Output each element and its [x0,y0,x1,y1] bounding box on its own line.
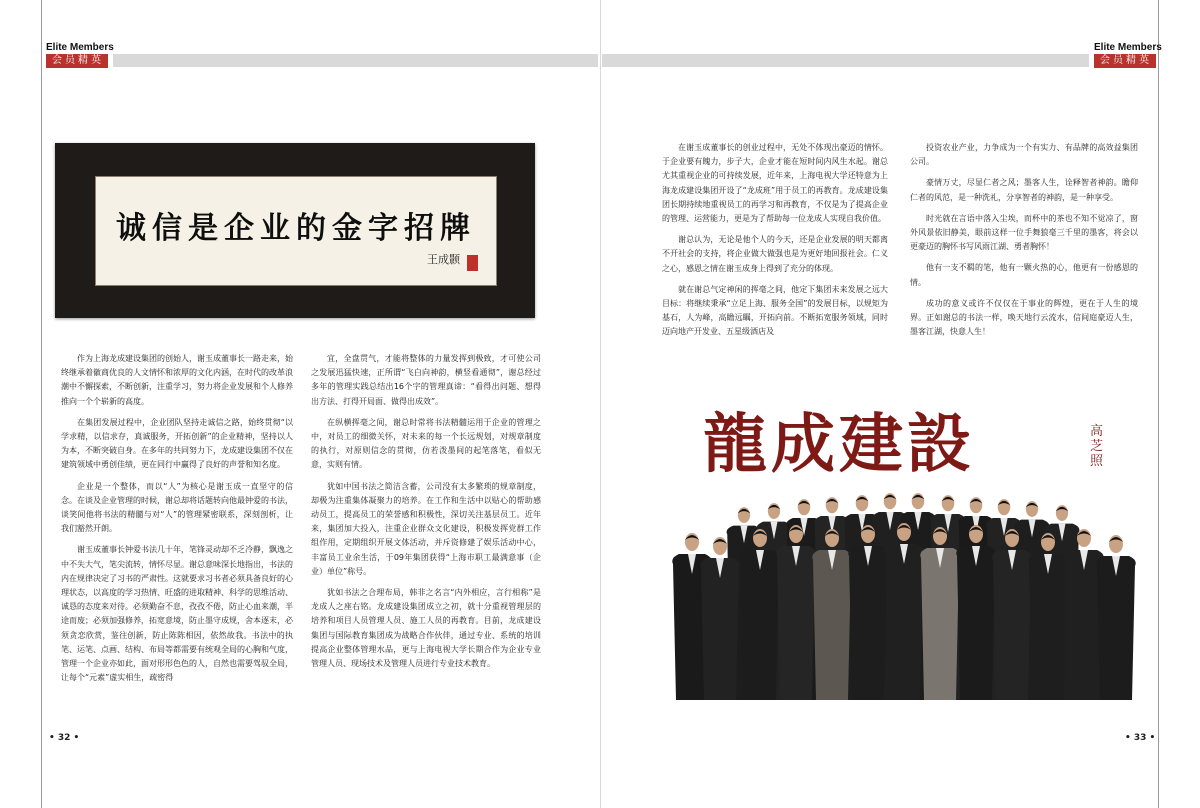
person-figure [776,525,816,700]
section-title-cn-right: 会员精英 [1094,54,1156,68]
left-header-band [113,54,598,67]
paragraph: 犹如中国书法之简洁含蓄，公司没有太多繁琐的规章制度，却极为注重集体凝聚力的培养。在工作和生活中以贴心的帮助感动员工，提高员工的荣誉感和积极性，深切关注基层员工。近年来，集团加大投入，注重企业群众文化建设，积极发挥党群工作组作用，定期组织开展文体活动，并斥资修建了娱乐活动中心，丰富员工业余生活，于09年集团获得“上海市职工最满意事（企业）单位”称号。 [311,481,541,576]
spine-gutter [600,0,601,808]
paragraph: 企业是一个整体，而以“人”为核心是谢玉成一直坚守的信念。在谈及企业管理的时候，谢总却将话题转向他最钟爱的书法，谈笑间他将书法的精髓与对“人”的管理紧密联系，深刻剖析，让我们豁然开朗。 [61,481,293,534]
brand-calligraphy: 龍成建設 [703,407,975,482]
person-figure [812,529,852,700]
paragraph: 豪情万丈，尽显仁者之风；墨客人生，诠释智者神韵。瞻仰仁者的风范，是一种洗礼，分享智者的神韵，是一种享受。 [910,178,1138,202]
calligraphy-plaque [55,143,535,318]
paragraph: 在谢玉成董事长的创业过程中，无处不体现出豪迈的情怀。于企业要有魄力，步子大，企业才能在短时间内风生水起。谢总尤其重视企业的可持续发展，近年来，上海电视大学还特意为上海龙成建设集团开设了“龙成班”用于员工的再教育。龙成建设集团长期持续地重视员工的再学习和再教育，不仅是为了提高企业的管理、运营能力，更是为了帮助每一位龙成人实现自我价值。 [662,143,888,224]
plaque-signature: 王成颢 [427,253,460,266]
person-figure [956,525,996,700]
paragraph: 时光就在言语中落入尘埃，而杯中的茶也不知不觉凉了，窗外风景依旧静美，眼前这样一位手舞狼毫三千里的墨客，将会以更豪迈的胸怀书写风雨江湖、勇者胸怀！ [910,213,1138,252]
person-figure [884,523,924,700]
left-column-2 [311,352,541,678]
paragraph: 在纵横挥毫之间，谢总时常将书法精髓运用于企业的管理之中，对员工的细微关怀，对未来的每一个长远规划，对规章制度的执行，对原则信念的贯彻，仿若泼墨间的起笔落笔，看似无意，实则有情。 [311,417,541,470]
person-figure [920,527,960,700]
paragraph: 作为上海龙成建设集团的创始人，谢玉成董事长一路走来，始终继承着徽商优良的人文情怀和浓厚的文化内涵，在时代的改革浪潮中不懈探索，不断创新，注重学习，努力将企业发展和个人修养推向一个个崭新的高度。 [61,354,293,406]
paragraph: 犹如书法之合理布局，韩非之名言“内外相应，言行相称”是龙成人之座右铭。龙成建设集团成立之初，就十分重视管理层的培养和项目人员管理人员、施工人员的再教育。目前，龙成建设集团与国际教育集团成为战略合作伙伴，通过专业、系统的培训提高企业整体管理水品，更与上海电视大学长期合作为企业专业管理人员、现场技术及管理人员进行专业技术教育。 [311,588,541,669]
group-photo [672,486,1142,700]
paragraph: 就在谢总气定神闲的挥毫之间，他定下集团未来发展之远大目标：将继续秉承“立足上海、服务全国”的发展目标，以规矩为基石，人为峰，高瞻远瞩，开拓向前。不断拓宽服务领域，同时迈向地产开发业、五星级酒店及 [662,284,888,337]
person-figure [1028,533,1068,700]
paragraph: 谢玉成董事长钟爱书法几十年，笔锋灵动却不乏冷静，飘逸之中不失大气，笔尖流转，情怀尽显。谢总意味深长地指出，书法的内在规律决定了习书的严肃性。这就要求习书者必须具备良好的心理状态，以高度的学习热情、旺盛的进取精神、科学的思维活动、诚恳的态度来对待。必须勤奋不息，孜孜不倦，防止心血来潮，半途而废；必须加强修养，拓宽意境，防止墨守成规，舍本逐末，必须贪恋欣赏，鉴往创新，防止陈陈相因，依然故我。书法中的执笔、运笔、点画、结构、布局等都需要有统观全局的心胸和气度，管理一个企业亦如此，面对形形色色的人，自然也需要驾驭全局，让每个“元素”虚实相生，疏密得 [61,545,293,683]
person-figure [740,529,780,700]
calligraphy-signature: 高芝照 [1090,424,1104,469]
paragraph: 在集团发展过程中，企业团队坚持走诚信之路，始终贯彻“以学求精，以信求存，真诚服务，开拓创新”的企业精神，坚持以人为本，不断突破自身。在多年的共同努力下，龙成建设集团不仅在建筑领域中勇创佳绩，更在同行中赢得了良好的声誉和知名度。 [61,417,293,470]
right-header-band [602,54,1089,67]
seal-stamp [467,255,478,271]
left-column-1 [61,352,293,692]
right-column-2 [910,141,1138,346]
page-number-left: • 32 • [49,733,80,743]
paragraph: 谢总认为，无论是他个人的今天，还是企业发展的明天都离不开社会的支持，将企业做大做强也是为更好地回报社会。仁义之心，感恩之情在谢玉成身上得到了充分的体现。 [662,235,888,273]
plaque-mat [95,176,497,286]
paragraph: 投资农业产业，力争成为一个有实力、有品牌的高效益集团公司。 [910,143,1138,167]
left-page-edge [41,0,42,808]
section-title-en-left: Elite Members [46,42,114,53]
person-figure [1096,535,1136,700]
paragraph: 他有一支不羁的笔，他有一颗火热的心，他更有一份感恩的情。 [910,263,1138,287]
right-column-1 [662,141,888,347]
person-figure [1064,529,1104,700]
plaque-calligraphy: 诚信是企业的金字招牌 [116,211,476,246]
section-title-cn-left: 会员精英 [46,54,108,68]
right-page-edge [1158,0,1159,808]
section-title-en-right: Elite Members [1094,42,1162,53]
paragraph: 成功的意义或许不仅仅在于事业的辉煌，更在于人生的境界。正如谢总的书法一样，唤天地行云流水，信间庭豪迈人生，墨客江湖，快意人生！ [910,298,1138,337]
person-figure [992,529,1032,700]
person-figure [700,537,740,700]
person-figure [848,525,888,700]
page-number-right: • 33 • [1125,733,1156,743]
paragraph: 宜，全盘贯气，才能将整体的力量发挥到极致，才可使公司之发展迅猛快速，正所谓“飞白向神韵，横竖看通彻”，谢总经过多年的管理实践总结出16个字的管理真谛：“看得出问题、想得出方法、打得开局面、做得出成效”。 [311,354,541,406]
